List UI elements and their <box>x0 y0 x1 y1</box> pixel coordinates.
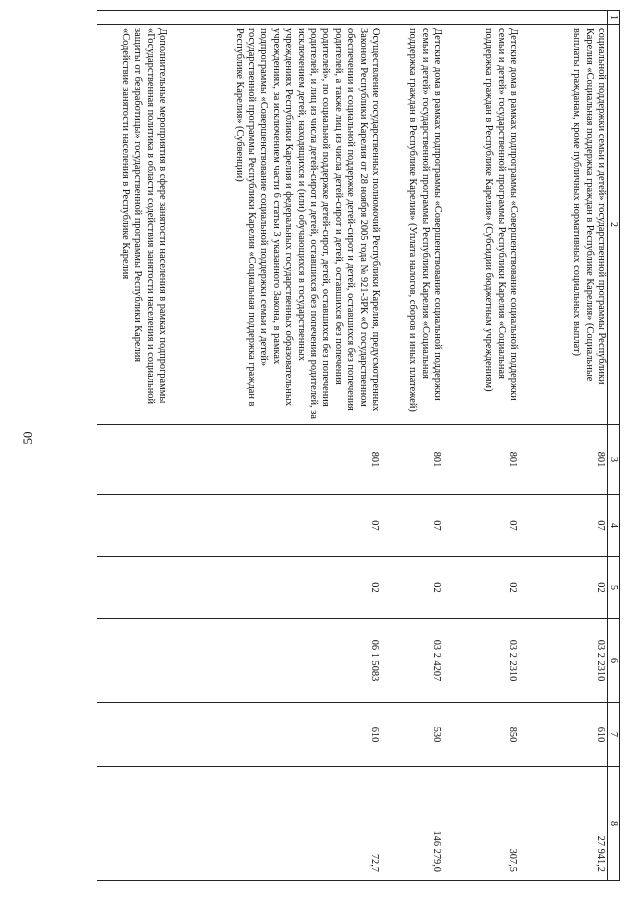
header-row <box>608 11 620 881</box>
description-cell: Осуществление государственных полномочий Республики Карелия, предусмотренных Законом Республики Карелия от 28 ноября 2005 года № 921-ЗРК «О государственном обеспечении и социальной поддержке детей-сирот и детей, оставшихся без попечения родителей, а также лиц из числа детей-сирот и детей, оставшихся без попечения родителей», по социальной поддержке детей-сирот, детей, оставшихся без попечения родителей, и лиц из числа детей-сирот и детей, оставшихся без попечения родителей, за исключением детей, находящихся и (или) обучающихся в государственных учреждениях Республики Карелия и федеральных государственных образовательных учреждениях, за исключением части 6 статьи 3 указанного Закона, в рамках подпрограммы «Совершенствование социальной поддержки семьи и детей» государственной программы Республики Карелия «Социальная поддержка граждан в Республике Карелия» (Субвенции) <box>168 25 381 425</box>
description-cell: социальной поддержки семьи и детей» государственной программы Республики Карелия «Социальная поддержка граждан в Республике Карелия» (Социальные выплаты гражданам, кроме публичных нормативных социальных выплат) <box>519 25 608 425</box>
section-code-cell <box>97 495 168 557</box>
column-header-8: 8 <box>608 767 620 881</box>
ministry-code-cell: 801 <box>381 425 443 495</box>
table-row <box>97 11 168 881</box>
amount-cell: 146 279,0 <box>381 767 443 881</box>
subsection-code-cell: 02 <box>443 557 519 619</box>
row-number-cell <box>97 11 168 25</box>
amount-cell: 27 941,2 <box>519 767 608 881</box>
row-number-cell <box>168 11 381 25</box>
target-article-cell: 03 2 2310 <box>443 619 519 703</box>
ministry-code-cell: 801 <box>519 425 608 495</box>
section-code-cell: 07 <box>381 495 443 557</box>
amount-cell: 72,7 <box>168 767 381 881</box>
ministry-code-cell <box>97 425 168 495</box>
amount-cell: 307,5 <box>443 767 519 881</box>
expense-type-cell: 610 <box>168 703 381 767</box>
table-row <box>519 11 608 881</box>
ministry-code-cell: 801 <box>168 425 381 495</box>
column-header-4: 4 <box>608 495 620 557</box>
row-number-cell <box>519 11 608 25</box>
target-article-cell: 03 2 2310 <box>519 619 608 703</box>
section-code-cell: 07 <box>168 495 381 557</box>
expense-type-cell: 530 <box>381 703 443 767</box>
table-row <box>443 11 519 881</box>
column-header-6: 6 <box>608 619 620 703</box>
expense-type-cell: 610 <box>519 703 608 767</box>
description-cell: Детские дома в рамках подпрограммы «Совершенствование социальной поддержки семьи и детей» государственной программы Республики Карелия «Социальная поддержка граждан в Республике Карелия» (Субсидии бюджетным учреждениям) <box>443 25 519 425</box>
column-header-2: 2 <box>608 25 620 425</box>
subsection-code-cell: 02 <box>381 557 443 619</box>
expense-type-cell: 850 <box>443 703 519 767</box>
table-row <box>381 11 443 881</box>
column-header-7: 7 <box>608 703 620 767</box>
subsection-code-cell: 02 <box>168 557 381 619</box>
row-number-cell <box>381 11 443 25</box>
section-code-cell: 07 <box>519 495 608 557</box>
column-header-1: 1 <box>608 11 620 25</box>
ministry-code-cell: 801 <box>443 425 519 495</box>
row-number-cell <box>443 11 519 25</box>
subsection-code-cell: 02 <box>519 557 608 619</box>
section-code-cell: 07 <box>443 495 519 557</box>
target-article-cell: 06 1 5083 <box>168 619 381 703</box>
expense-type-cell <box>97 703 168 767</box>
budget-table <box>97 10 620 881</box>
column-header-5: 5 <box>608 557 620 619</box>
page-number: 50 <box>20 431 35 445</box>
rotated-table-container <box>100 10 620 880</box>
table-row <box>168 11 381 881</box>
subsection-code-cell <box>97 557 168 619</box>
target-article-cell <box>97 619 168 703</box>
description-cell: Дополнительные мероприятия в сфере занятости населения в рамках подпрограммы «Государственная политика в области содействия занятости населения и социальной защиты от безработицы» государственной программы Республики Карелия «Содействие занятости населения в Республике Карелия <box>97 25 168 425</box>
description-cell: Детские дома в рамках подпрограммы «Совершенствование социальной поддержки семьи и детей» государственной программы Республики Карелия «Социальная поддержка граждан в Республике Карелия» (Уплата налогов, сборов и иных платежей) <box>381 25 443 425</box>
target-article-cell: 03 2 4207 <box>381 619 443 703</box>
amount-cell <box>97 767 168 881</box>
column-header-3: 3 <box>608 425 620 495</box>
